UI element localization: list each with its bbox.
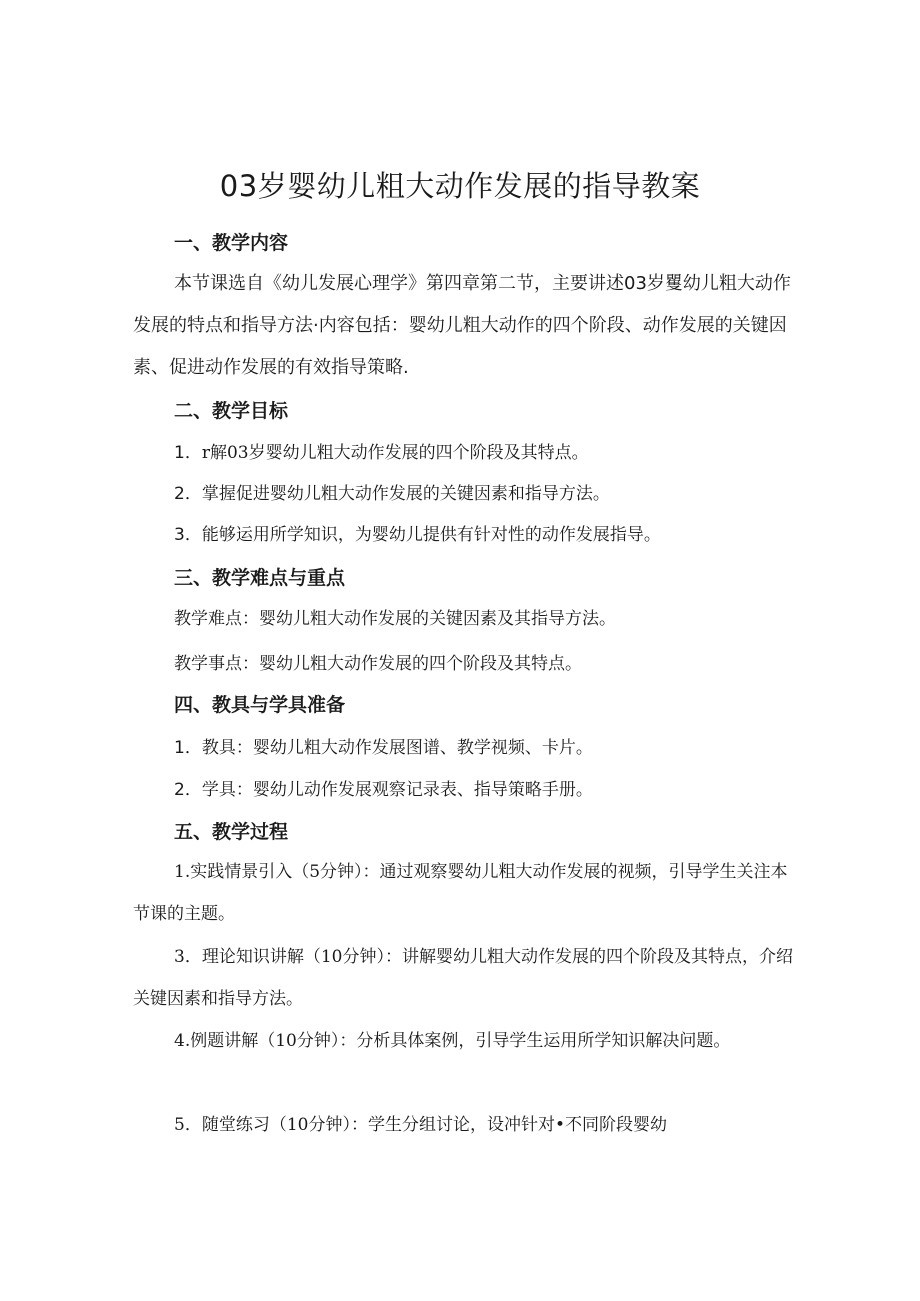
process-step: 4.例题讲解（10分钟）：分析具体案例，引导学生运用所学知识解决问题。 [174,1031,731,1051]
goal-item [174,521,661,549]
goal-item-number: 3 [174,525,185,545]
key-point-text: 教学事点：婴幼儿粗大动作发展的四个阶段及其特点。 [174,654,582,674]
section-heading-process: 五、教学过程 [174,821,289,843]
difficulty-text: 教学难点：婴幼儿粗大动作发展的关键因素及其指导方法。 [174,609,616,629]
goal-item-text: ．能够运用所学知识，为婴幼儿提供有针对性的动作发展指导。 [184,525,661,545]
goal-item [174,439,589,467]
document-title: 03岁婴幼儿粗大动作发展的指导教案 [219,169,701,203]
process-step: 5．随堂练习（10分钟）：学生分组讨论，设冲针对•不同阶段婴幼 [174,1115,667,1135]
process-step: 3．理论知识讲解（10分钟）：讲解婴幼儿粗大动作发展的四个阶段及其特点，介绍关键因素和指导方法。 [133,947,793,1009]
material-item-number: 2 [174,780,185,800]
section-heading-materials: 四、教具与学具准备 [174,694,346,716]
goal-item-text: ．掌握促进婴幼儿粗大动作发展的关键因素和指导方法。 [184,484,610,504]
section-heading-goals: 二、教学目标 [174,400,289,422]
material-item-text: ．学具：婴幼儿动作发展观察记录表、指导策略手册。 [184,780,593,800]
goal-item [174,480,610,508]
goal-item-text: ．r解03岁婴幼儿粗大动作发展的四个阶段及其特点。 [184,443,589,463]
goal-item-number: 2 [174,484,185,504]
material-item [174,776,593,804]
content-paragraph: 本节课选自《幼儿发展心理学》第四章第二节，主要讲述03岁矍幼儿粗大动作发展的特点和指导方法·内容包括：婴幼儿粗大动作的四个阶段、动作发展的关键因素、促进动作发展的有效指导策略. [133,273,791,378]
material-item-text: ．教具：婴幼儿粗大动作发展图谱、教学视频、卡片。 [184,738,593,758]
goal-item-number: 1 [174,443,185,463]
material-item-number: 1 [174,738,185,758]
material-item [174,734,593,762]
section-heading-difficulties: 三、教学难点与重点 [174,567,346,589]
process-step: 1.实践情景引入（5分钟）：通过观察婴幼儿粗大动作发展的视频，引导学生关注本节课的主题。 [133,862,788,924]
section-heading-content: 一、教学内容 [174,232,289,254]
